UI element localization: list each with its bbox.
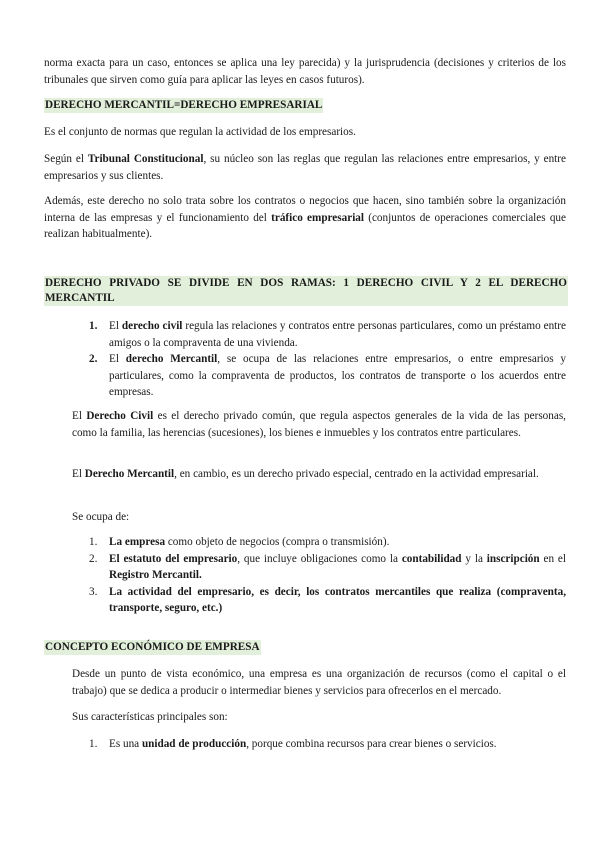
text-run: y la — [461, 552, 487, 565]
caracteristicas-list — [89, 736, 566, 753]
text-run: (conjuntos de operaciones comerciales que realizan habitualmente). — [44, 211, 566, 240]
ademas-paragraph — [44, 193, 566, 243]
caracteristicas-label: Sus características principales son: — [72, 711, 228, 723]
bold-term: Derecho Mercantil — [84, 468, 175, 480]
intro-paragraph — [44, 55, 566, 88]
list-number: 1. — [89, 738, 98, 750]
intro-line-2: de los tribunales que sirven como guía para aplicar las leyes en casos futuros). — [44, 57, 566, 86]
list-number: 1. — [89, 320, 98, 332]
text-run: regula las relaciones y contratos entre personas particulares, como un préstamo entre amigos o la compraventa de una vivienda. — [109, 320, 566, 349]
text-run: , porque combina recursos para crear bienes o servicios. — [246, 738, 497, 750]
text-run: en el — [539, 552, 566, 565]
list-number: 2. — [89, 353, 98, 365]
list-item — [89, 351, 566, 401]
text-run: El — [72, 410, 87, 422]
list-item — [89, 551, 566, 584]
text-run: El — [109, 320, 122, 332]
tribunal-paragraph — [44, 151, 566, 184]
text-run: , en cambio, es un derecho privado especial, centrado en la actividad empresarial. — [174, 468, 539, 480]
list-item — [89, 318, 566, 351]
list-item — [89, 534, 566, 551]
text-run: , su núcleo son las reglas que regulan las relaciones entre empresarios, y entre empresarios y sus clientes. — [44, 153, 566, 182]
text-run: como objeto de negocios (compra o transmisión). — [165, 536, 390, 548]
bold-term: tráfico empresarial — [271, 211, 364, 224]
bold-term: Tribunal Constitucional — [87, 153, 204, 165]
ramas-list — [89, 318, 566, 401]
section-heading-concepto-economico: CONCEPTO ECONÓMICO DE EMPRESA — [45, 641, 260, 653]
text-run: Es una — [109, 738, 142, 750]
economic-definition-paragraph: Desde un punto de vista económico, una empresa es una organización de recursos (como el capital o el trabajo) que se dedica a producir o intermediar bienes y servicios para ofrecerlos en el mercado. — [72, 668, 566, 697]
derecho-mercantil-paragraph — [72, 466, 566, 483]
text-run: El — [72, 468, 85, 480]
bold-term: Registro Mercantil. — [109, 569, 202, 581]
bold-term: La actividad del empresario, es decir, los contratos mercantiles que realiza (compraventa, transporte, seguro, etc.) — [109, 585, 566, 614]
list-number: 3. — [89, 585, 98, 598]
ocupa-list — [89, 534, 566, 617]
bold-term: La empresa — [109, 536, 166, 548]
derecho-civil-paragraph — [72, 408, 566, 441]
text-run: , se ocupa de las relaciones entre empresarios, o entre empresarios y particulares, como la compraventa de productos, los contratos de transporte o los acuerdos entre empresas. — [109, 353, 566, 398]
bold-term: derecho Mercantil — [125, 353, 218, 365]
se-ocupa-de-label: Se ocupa de: — [72, 511, 130, 523]
definition-paragraph: Es el conjunto de normas que regulan la actividad de los empresarios. — [44, 126, 356, 138]
intro-line-1: norma exacta para un caso, entonces se aplica una ley parecida) y la jurisprudencia (decisiones y criterios — [44, 57, 535, 69]
list-item — [89, 584, 566, 617]
text-run: Según el — [44, 153, 88, 165]
text-run: El — [109, 353, 126, 365]
text-run: Además, este derecho no solo trata sobre los contratos o negocios que hacen, sino también sobre la organización interna de las empresas y el funcionamiento del — [44, 195, 566, 224]
bold-term: contabilidad — [401, 552, 462, 565]
bold-term: inscripción — [486, 552, 540, 565]
list-number: 2. — [89, 552, 98, 565]
bold-term: derecho civil — [121, 320, 183, 332]
list-number: 1. — [89, 536, 98, 548]
bold-term: El estatuto del empresario — [109, 552, 238, 565]
section-heading-derecho-privado: DERECHO PRIVADO SE DIVIDE EN DOS RAMAS: 1 DERECHO CIVIL Y 2 EL DERECHO MERCANTIL — [45, 277, 567, 304]
bold-term: Derecho Civil — [86, 410, 154, 422]
bold-term: unidad de producción — [141, 738, 247, 750]
text-run: es el derecho privado común, que regula aspectos generales de la vida de las personas, como la familia, las herencias (sucesiones), los bienes e inmuebles y los contratos entre particulares. — [72, 410, 566, 439]
section-heading-derecho-mercantil: DERECHO MERCANTIL=DERECHO EMPRESARIAL — [45, 99, 323, 111]
list-item — [89, 736, 566, 753]
text-run: , que incluye obligaciones como la — [237, 552, 402, 565]
